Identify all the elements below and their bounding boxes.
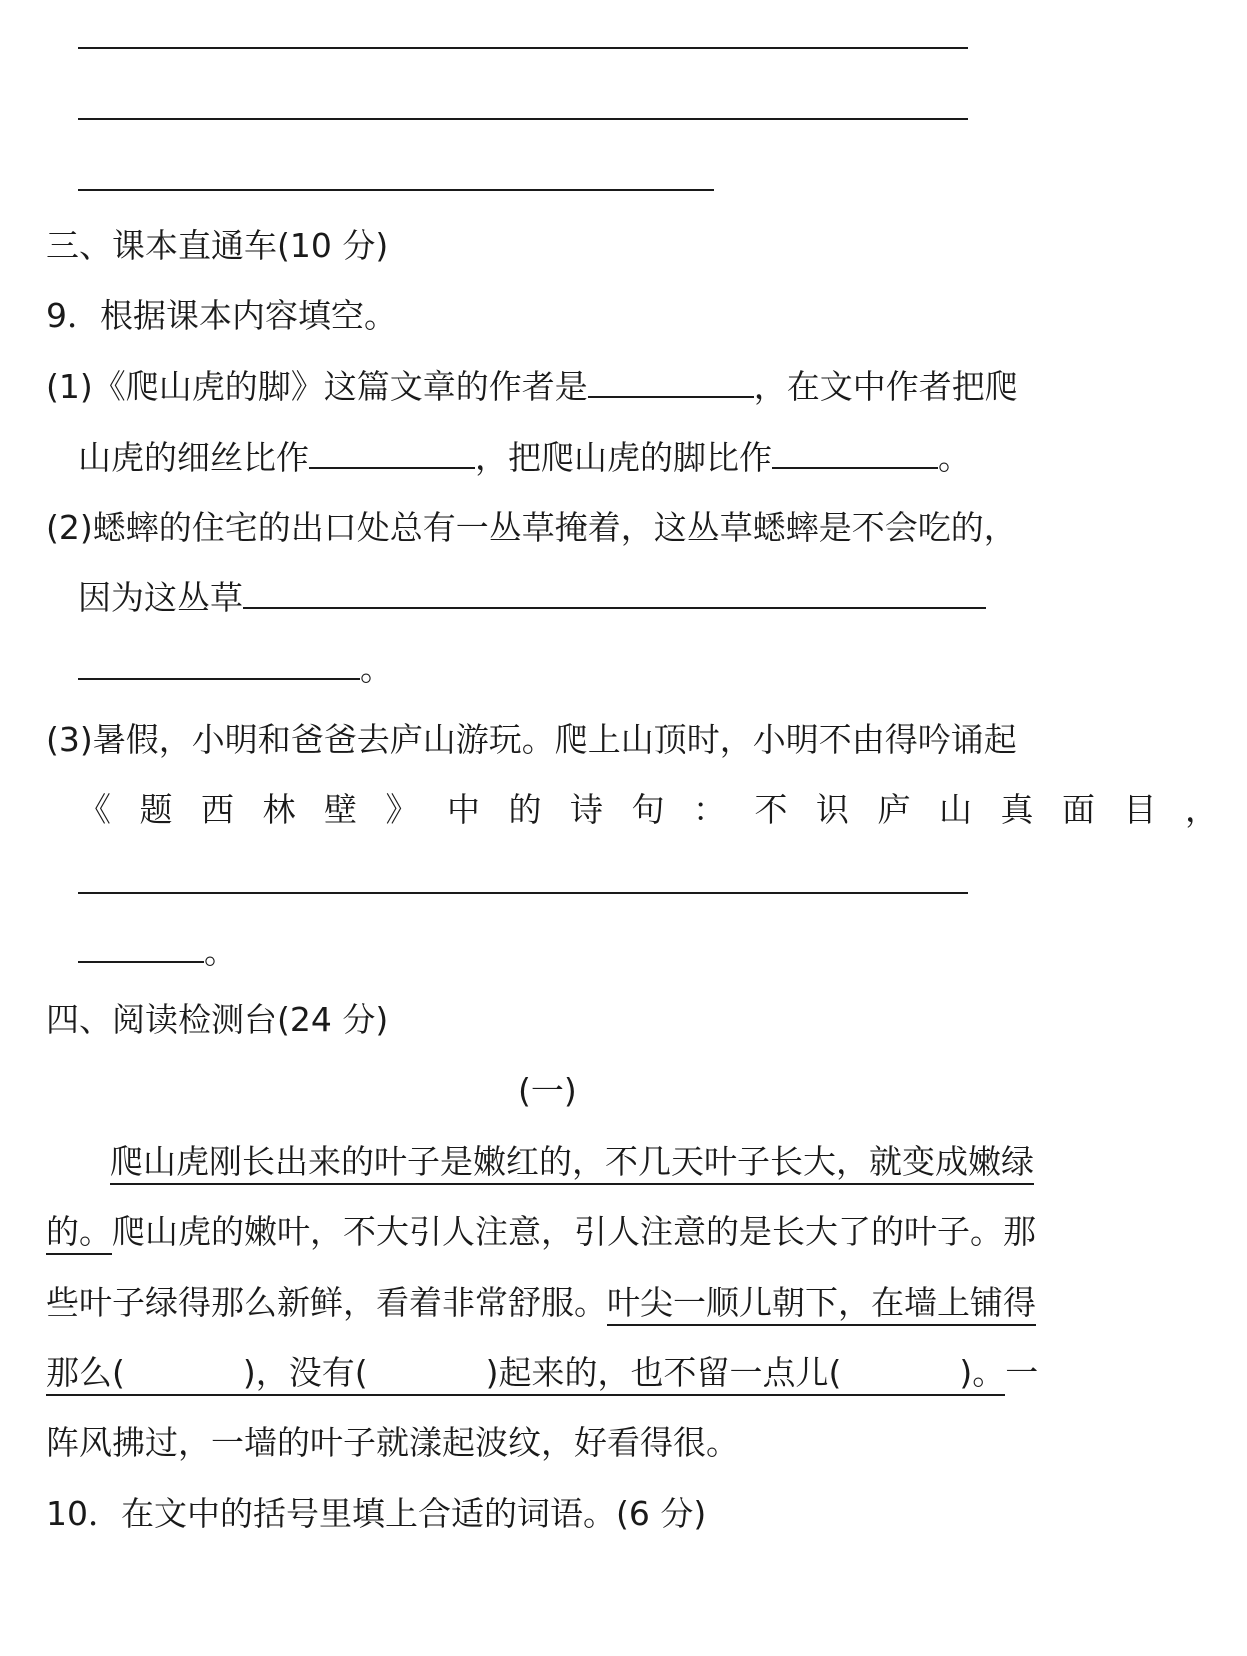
sub-question-3-line-1 xyxy=(46,718,1017,762)
sub-question-1-line-2 xyxy=(78,436,971,480)
section-heading: 四、阅读检测台(24 分) xyxy=(46,1000,389,1039)
text: ，把爬山虎的脚比作 xyxy=(475,438,772,477)
sub-question-2-line-3 xyxy=(78,647,393,691)
passage-line-1 xyxy=(110,1140,1034,1184)
passage-line-3 xyxy=(46,1281,1036,1325)
answer-line xyxy=(78,47,968,49)
underlined-text: 爬山虎刚长出来的叶子是嫩红的，不几天叶子长大，就变成嫩绿 xyxy=(110,1142,1034,1185)
text: 暑假，小明和爸爸去庐山游玩。爬上山顶时，小明不由得吟诵起 xyxy=(92,720,1017,759)
sub-question-2-line-2 xyxy=(78,576,986,620)
section-heading: 三、课本直通车(10 分) xyxy=(46,226,389,265)
passage-title: (一) xyxy=(518,1071,577,1110)
text: 《题西林壁》中的诗句：不识庐山真面目， xyxy=(78,790,1247,829)
question-10: 10．在文中的括号里填上合适的词语。(6 分) xyxy=(46,1494,707,1533)
fill-blank-author[interactable] xyxy=(588,368,754,398)
passage-line-4 xyxy=(46,1351,1038,1395)
fill-blank-poem-cont[interactable] xyxy=(78,933,204,963)
text: 山虎的细丝比作 xyxy=(78,438,309,477)
question-prompt: 根据课本内容填空。 xyxy=(100,296,397,335)
sub-question-label: (3) xyxy=(46,720,93,759)
question-number: 9． xyxy=(46,296,100,335)
text: 《爬山虎的脚》这篇文章的作者是 xyxy=(92,367,588,406)
passage-line-5: 阵风拂过，一墙的叶子就漾起波纹，好看得很。 xyxy=(46,1423,739,1462)
text: 蟋蟀的住宅的出口处总有一丛草掩着，这丛草蟋蟀是不会吃的， xyxy=(92,508,1017,547)
text: )，没有( xyxy=(242,1353,368,1392)
sub-question-label: (2) xyxy=(46,508,93,547)
answer-line xyxy=(78,118,968,120)
text: ，在文中作者把爬 xyxy=(753,367,1018,406)
sub-question-1-line-1 xyxy=(46,365,1018,409)
underlined-text: 的。 xyxy=(46,1212,112,1255)
fill-blank-reason-cont[interactable] xyxy=(78,650,360,680)
text: 因为这丛草 xyxy=(78,578,243,617)
answer-line xyxy=(78,189,714,191)
sub-question-2-line-1 xyxy=(46,506,1017,550)
sub-question-3-line-2 xyxy=(78,788,1247,832)
text: 些叶子绿得那么新鲜，看着非常舒服。 xyxy=(46,1283,607,1322)
text: 。 xyxy=(204,932,237,971)
text: )起来的，也不留一点儿( xyxy=(485,1353,842,1392)
fill-blank-reason[interactable] xyxy=(243,579,986,609)
sub-question-label: (1) xyxy=(46,367,93,406)
text: 。 xyxy=(938,438,971,477)
text: 那么( xyxy=(46,1353,125,1392)
question-9 xyxy=(46,294,397,338)
underlined-text: 叶尖一顺儿朝下，在墙上铺得 xyxy=(607,1283,1036,1326)
fill-blank-foot[interactable] xyxy=(772,439,938,469)
text: 一 xyxy=(1005,1353,1039,1392)
sub-question-3-line-4 xyxy=(78,930,237,974)
fill-blank-poem[interactable] xyxy=(78,892,968,894)
fill-blank-thread[interactable] xyxy=(309,439,475,469)
text: )。 xyxy=(959,1353,1006,1392)
passage-line-2 xyxy=(46,1210,1036,1254)
text: 。 xyxy=(360,649,393,688)
text: 爬山虎的嫩叶，不大引人注意，引人注意的是长大了的叶子。那 xyxy=(112,1212,1036,1251)
underlined-text xyxy=(46,1353,1005,1396)
